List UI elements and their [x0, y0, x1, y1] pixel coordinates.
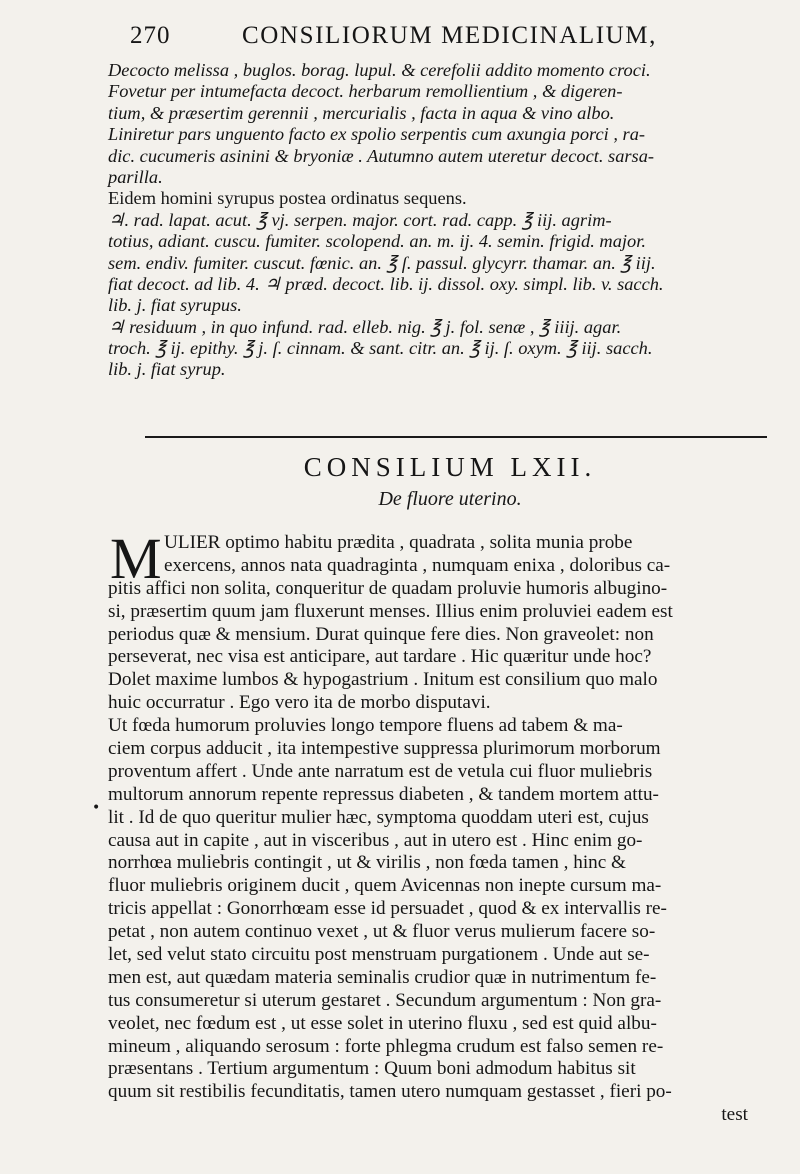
- body-line: multorum annorum repente repressus diabeten , & tandem mortem attu-: [108, 783, 659, 805]
- section-divider: [145, 436, 767, 438]
- body-line: let, sed velut stato circuitu post menstruam purgationem . Unde aut se-: [108, 944, 650, 966]
- body-line: men est, aut quædam materia seminalis crudior quæ in nutrimentum fe-: [108, 966, 657, 988]
- body-line: tricis appellat : Gonorrhœam esse id persuadet , quod & ex intervallis re-: [108, 898, 667, 920]
- body-line: pitis affici non solita, conqueritur de quadam proluvie humoris albugino-: [108, 577, 668, 599]
- body-line: ULIER optimo habitu prædita , quadrata , solita munia probe: [164, 532, 633, 553]
- prescription-line: parilla.: [108, 166, 163, 187]
- consilium-subtitle: De fluore uterino.: [378, 488, 522, 510]
- body-line: periodus quæ & mensium. Durat quinque fere dies. Non graveolet: non: [108, 623, 654, 645]
- prescription-line: fiat decoct. ad lib. 4. ♃ præd. decoct. lib. ij. dissol. oxy. simpl. lib. v. sacch.: [108, 273, 664, 294]
- prescription-block: [108, 60, 768, 381]
- prescription-line: tium, & præsertim gerennii , mercurialis , facta in aqua & vino albo.: [108, 102, 615, 123]
- prescription-line: ♃. rad. lapat. acut. ℥ vj. serpen. major. cort. rad. capp. ℥ iij. agrim-: [108, 209, 612, 230]
- prescription-line: totius, adiant. cuscu. fumiter. scolopend. an. m. ij. 4. semin. frigid. major.: [108, 231, 646, 252]
- prescription-line: troch. ℥ ij. epithy. ℥ j. ſ. cinnam. & sant. citr. an. ℥ ij. ſ. oxym. ℥ iij. sacch.: [108, 338, 653, 359]
- prescription-line: Decocto melissa , buglos. borag. lupul. & cerefolii addito momento croci.: [108, 60, 651, 80]
- body-line: fluor muliebris originem ducit , quem Avicennas non inepte cursum ma-: [108, 875, 662, 897]
- body-line: exercens, annos nata quadraginta , numquam enixa , doloribus ca-: [164, 554, 671, 576]
- body-line: perseverat, nec visa est anticipare, aut tardare . Hic quæritur unde hoc?: [108, 646, 652, 668]
- body-line: causa aut in capite , aut in visceribus , aut in utero est . Hinc enim go-: [108, 829, 643, 851]
- body-line: Ut fœda humorum proluvies longo tempore fluens ad tabem & ma-: [108, 715, 623, 737]
- prescription-line: sem. endiv. fumiter. cuscut. fœnic. an. ℥ ſ. passul. glycyrr. thamar. an. ℥ iij.: [108, 252, 656, 273]
- body-line: si, præsertim quum jam fluxerunt menses. Illius enim proluviei eadem est: [108, 600, 673, 622]
- body-line: tus consumeretur si uterum gestaret . Secundum argumentum : Non gra-: [108, 989, 662, 1011]
- page-header: [130, 22, 690, 56]
- margin-dot-mark: •: [92, 800, 101, 816]
- catchword: test: [721, 1104, 748, 1126]
- body-line: huic occurratur . Ego vero ita de morbo disputavi.: [108, 692, 491, 714]
- page-number: 270: [130, 22, 171, 49]
- prescription-line: Liniretur pars unguento facto ex spolio serpentis cum axungia porci , ra-: [108, 124, 646, 145]
- body-line: norrhœa muliebris contingit , ut & virilis , non fœda tamen , hinc &: [108, 852, 626, 874]
- prescription-line: lib. j. fiat syrup.: [108, 359, 226, 380]
- body-line: ciem corpus adducit , ita intempestive suppressa plurimorum morborum: [108, 738, 661, 760]
- prescription-line: ♃ residuum , in quo infund. rad. elleb. nig. ℥ j. fol. senæ , ℥ iiij. agar.: [108, 316, 622, 337]
- prescription-line: Fovetur per intumefacta decoct. herbarum remollientium , & digeren-: [108, 81, 623, 102]
- prescription-line: lib. j. fiat syrupus.: [108, 295, 242, 316]
- consilium-title: CONSILIUM LXII.: [303, 452, 597, 482]
- body-line: mineum , aliquando serosum : forte phlegma crudum est falso semen re-: [108, 1035, 664, 1057]
- running-head: CONSILIORUM MEDICINALIUM,: [242, 22, 657, 49]
- body-line: præsentans . Tertium argumentum : Quum boni admodum habitus sit: [108, 1058, 636, 1080]
- body-line: proventum affert . Unde ante narratum est de vetula cui fluor muliebris: [108, 760, 653, 782]
- body-text: [108, 526, 768, 1127]
- body-line: quum sit restibilis fecunditatis, tamen utero numquam gestasset , fieri po-: [108, 1081, 672, 1103]
- body-line: Dolet maxime lumbos & hypogastrium . Initum est consilium quo malo: [108, 669, 658, 691]
- prescription-line: dic. cucumeris asinini & bryoniæ . Autumno autem uteretur decoct. sarsa-: [108, 145, 655, 166]
- body-line: lit . Id de quo queritur mulier hæc, symptoma quoddam uteri est, cujus: [108, 806, 649, 828]
- prescription-line: Eidem homini syrupus postea ordinatus sequens.: [108, 188, 467, 209]
- body-line: petat , non autem continuo vexet , ut & fluor verus mulierum facere so-: [108, 921, 656, 943]
- drop-cap: M: [110, 526, 162, 591]
- body-line: veolet, nec fœdum est , ut esse solet in uterino fluxu , sed est quid albu-: [108, 1012, 657, 1034]
